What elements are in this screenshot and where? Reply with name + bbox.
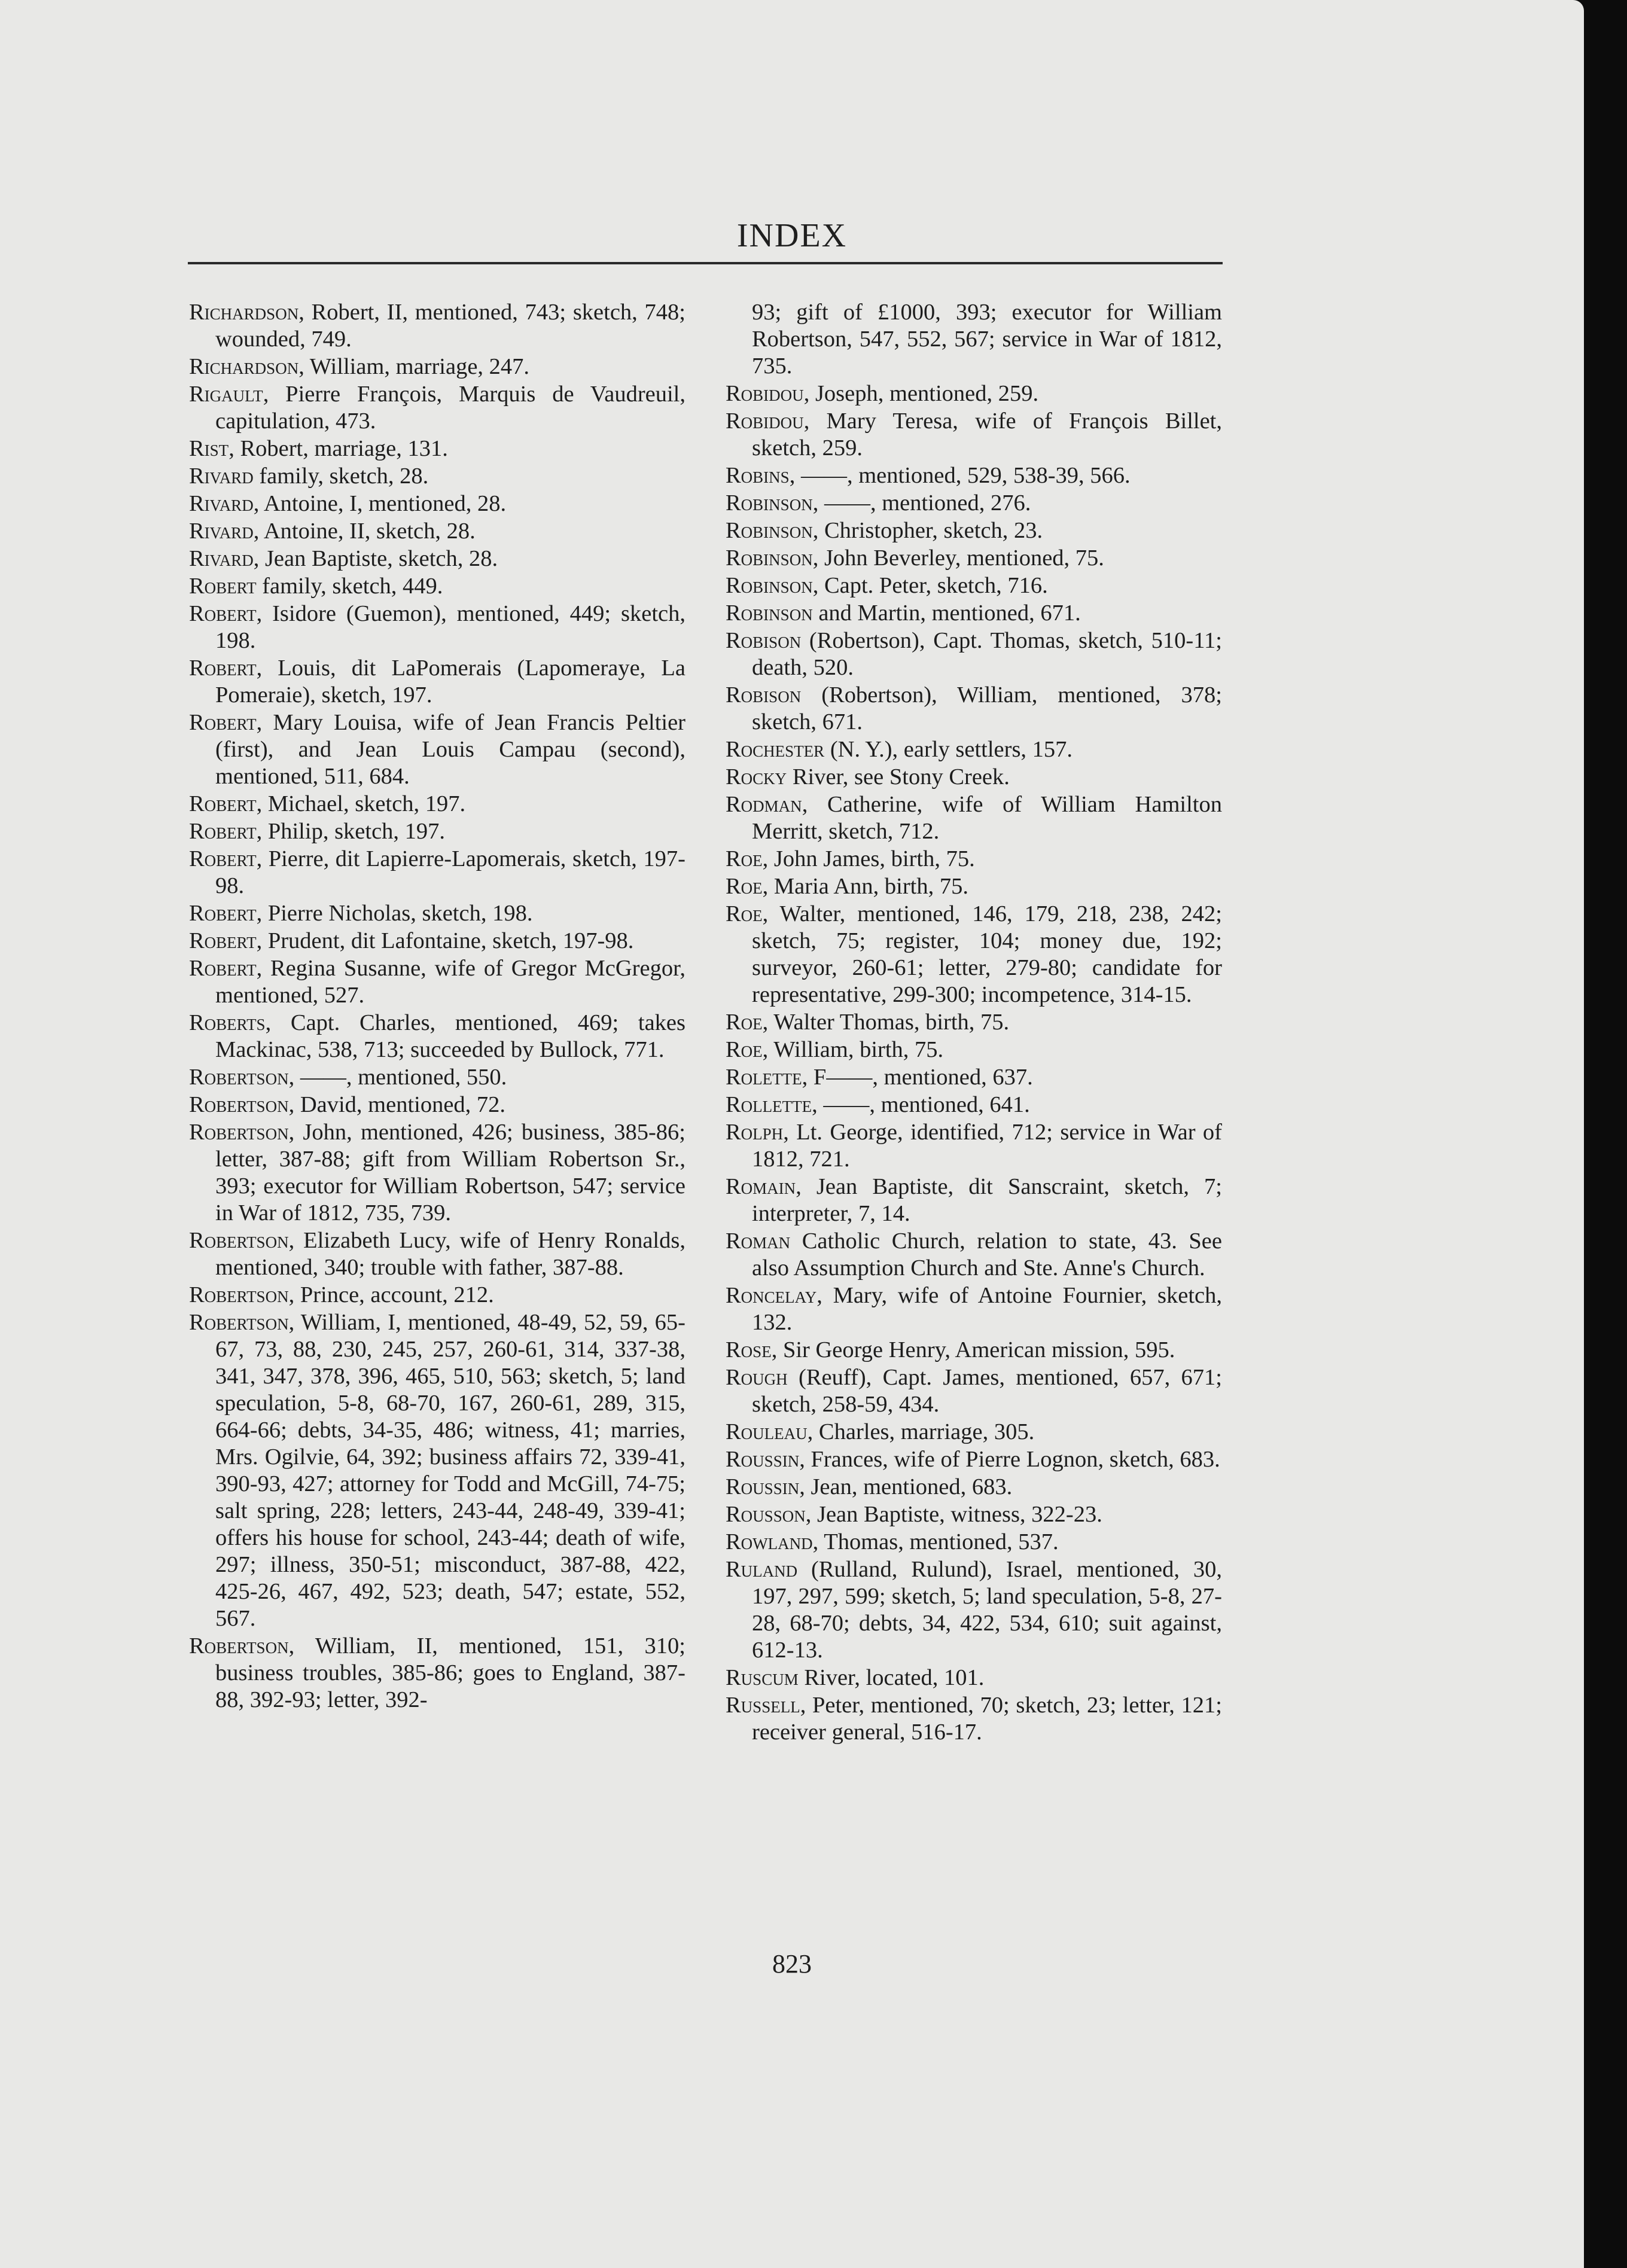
index-entry xyxy=(726,517,1222,544)
index-column-right xyxy=(726,299,1222,1746)
index-entry-heading: Roman xyxy=(726,1228,791,1254)
index-entry xyxy=(726,1501,1222,1528)
index-entry xyxy=(726,1337,1222,1364)
index-entry xyxy=(189,1309,685,1632)
index-entry-heading: Rouleau xyxy=(726,1419,808,1444)
index-entry xyxy=(726,1419,1222,1446)
index-entry xyxy=(189,600,685,654)
index-entry-text: (Reuff), Capt. James, mentioned, 657, 671; sketch, 258-59, 434. xyxy=(752,1365,1222,1417)
index-entry-heading: Rough xyxy=(726,1365,788,1390)
index-entry xyxy=(726,1529,1222,1556)
index-entry-heading: Robert xyxy=(189,791,257,816)
index-entry xyxy=(189,818,685,845)
index-entry-text: , ——, mentioned, 276. xyxy=(812,490,1031,516)
index-entry xyxy=(726,299,1222,380)
index-entry xyxy=(189,545,685,572)
index-entry xyxy=(726,1092,1222,1118)
index-entry-text: , Prudent, dit Lafontaine, sketch, 197-98. xyxy=(256,928,634,953)
index-entry-text: , Antoine, II, sketch, 28. xyxy=(253,519,476,544)
index-entry-heading: Robert xyxy=(189,574,257,599)
index-entry-heading: Romain xyxy=(726,1174,796,1199)
index-entry-text: , William, birth, 75. xyxy=(762,1037,944,1062)
index-entry-text: , Catherine, wife of William Hamilton Merritt, sketch, 712. xyxy=(752,792,1222,844)
index-entry-heading: Rolette xyxy=(726,1065,802,1090)
index-entry xyxy=(189,1282,685,1309)
index-entry xyxy=(189,1227,685,1281)
index-entry-heading: Robertson xyxy=(189,1228,289,1253)
index-entry-text: , Jean Baptiste, witness, 322-23. xyxy=(805,1502,1102,1527)
index-entry xyxy=(189,655,685,709)
index-entry xyxy=(726,462,1222,489)
index-entry xyxy=(726,1692,1222,1746)
index-entry-text: , Pierre Nicholas, sketch, 198. xyxy=(256,901,533,926)
index-entry-heading: Rocky xyxy=(726,764,787,789)
index-entry-heading: Robert xyxy=(189,601,257,626)
index-entry-text: , Robert, marriage, 131. xyxy=(228,436,448,461)
index-entry-heading: Robert xyxy=(189,846,257,871)
index-entry-heading: Robert xyxy=(189,656,257,681)
index-entry xyxy=(189,900,685,927)
index-entry xyxy=(726,408,1222,462)
index-entry-text: family, sketch, 28. xyxy=(253,464,429,489)
index-entry-text: , Michael, sketch, 197. xyxy=(256,791,466,816)
index-entry-heading: Robison xyxy=(726,628,802,653)
index-entry-text: , ——, mentioned, 641. xyxy=(812,1092,1030,1117)
index-entry xyxy=(189,846,685,900)
index-entry-text: , Isidore (Guemon), mentioned, 449; sketch, 198. xyxy=(215,601,685,653)
index-entry-heading: Roe xyxy=(726,1010,763,1035)
index-entry-heading: Rousson xyxy=(726,1502,806,1527)
index-entry xyxy=(189,518,685,545)
index-entry-text: , Christopher, sketch, 23. xyxy=(812,518,1043,543)
index-entry xyxy=(189,928,685,955)
index-entry-text: , Capt. Charles, mentioned, 469; takes Mackinac, 538, 713; succeeded by Bullock, 771. xyxy=(215,1010,685,1062)
index-entry xyxy=(726,1173,1222,1227)
index-entry-heading: Robinson xyxy=(726,573,813,598)
index-entry-text: , Pierre, dit Lapierre-Lapomerais, sketch, 197-98. xyxy=(215,846,685,898)
title-rule xyxy=(188,262,1223,264)
index-entry-text: , Philip, sketch, 197. xyxy=(256,819,446,844)
index-entry-heading: Robidou xyxy=(726,409,804,434)
index-entry-text: , Walter Thomas, birth, 75. xyxy=(762,1010,1010,1035)
index-entry-text: , Sir George Henry, American mission, 595. xyxy=(771,1337,1175,1362)
index-entry xyxy=(726,1064,1222,1091)
index-entry-heading: Robert xyxy=(189,710,257,735)
index-entry xyxy=(189,353,685,380)
index-entry-text: , ——, mentioned, 550. xyxy=(288,1065,507,1090)
index-entry-text: River, located, 101. xyxy=(798,1665,985,1690)
index-entry xyxy=(189,955,685,1009)
index-entry xyxy=(726,572,1222,599)
index-entry xyxy=(726,1119,1222,1173)
index-entry-heading: Russell xyxy=(726,1693,800,1718)
index-entry-heading: Rodman xyxy=(726,792,802,817)
index-entry-text: , David, mentioned, 72. xyxy=(288,1092,506,1117)
index-entry-heading: Rivard xyxy=(189,464,254,489)
index-entry xyxy=(726,1665,1222,1691)
index-entry-text: , Lt. George, identified, 712; service in War of 1812, 721. xyxy=(752,1120,1222,1172)
index-entry-text: , Frances, wife of Pierre Lognon, sketch, 683. xyxy=(799,1447,1220,1472)
index-entry xyxy=(726,380,1222,407)
index-entry xyxy=(726,901,1222,1008)
index-entry-text: , Jean, mentioned, 683. xyxy=(799,1474,1013,1499)
index-entry-text: , William, II, mentioned, 151, 310; business troubles, 385-86; goes to England, 387-88, 392-93; letter, 392- xyxy=(215,1633,685,1712)
index-entry-heading: Robertson xyxy=(189,1120,289,1145)
index-entry-heading: Robinson xyxy=(726,518,813,543)
index-entry-heading: Roe xyxy=(726,1037,763,1062)
index-entry xyxy=(726,1474,1222,1501)
index-entry-heading: Robert xyxy=(189,901,257,926)
index-entry-text: , Louis, dit LaPomerais (Lapomeraye, La Pomeraie), sketch, 197. xyxy=(215,656,685,708)
index-entry-heading: Robert xyxy=(189,956,257,981)
index-entry xyxy=(189,1092,685,1118)
index-entry-heading: Richardson xyxy=(189,354,299,379)
index-entry xyxy=(189,791,685,818)
index-entry xyxy=(726,1228,1222,1282)
index-entry xyxy=(189,573,685,600)
index-entry-text: (Robertson), Capt. Thomas, sketch, 510-11; death, 520. xyxy=(752,628,1222,680)
index-entry-text: family, sketch, 449. xyxy=(256,574,443,599)
index-entry xyxy=(726,1282,1222,1336)
index-entry xyxy=(726,600,1222,627)
index-entry xyxy=(726,736,1222,763)
index-entry-text: , Robert, II, mentioned, 743; sketch, 748; wounded, 749. xyxy=(215,300,685,352)
index-entry-heading: Rochester xyxy=(726,737,825,762)
index-entry-text: , Charles, marriage, 305. xyxy=(807,1419,1035,1444)
index-entry xyxy=(726,627,1222,681)
index-entry-heading: Rose xyxy=(726,1337,772,1362)
index-entry-text: , William, marriage, 247. xyxy=(298,354,530,379)
index-entry-heading: Roncelay xyxy=(726,1283,817,1308)
index-entry xyxy=(189,381,685,435)
index-entry-heading: Roe xyxy=(726,874,763,899)
index-entry-text: , Regina Susanne, wife of Gregor McGregor, mentioned, 527. xyxy=(215,956,685,1008)
index-entry-heading: Rowland xyxy=(726,1529,813,1554)
index-entry-heading: Robertson xyxy=(189,1092,289,1117)
index-entry-heading: Rigault xyxy=(189,382,263,407)
index-entry-text: and Martin, mentioned, 671. xyxy=(812,600,1081,626)
index-entry xyxy=(189,1010,685,1063)
index-entry-heading: Robidou xyxy=(726,381,804,406)
index-entry-heading: Robinson xyxy=(726,600,813,626)
index-entry-text: , Pierre François, Marquis de Vaudreuil, capitulation, 473. xyxy=(215,382,685,434)
index-entry-heading: Ruland xyxy=(726,1557,798,1582)
index-entry-heading: Rivard xyxy=(189,519,254,544)
index-entry-text: , John James, birth, 75. xyxy=(762,846,975,871)
index-entry xyxy=(726,490,1222,517)
index-entry-heading: Robertson xyxy=(189,1065,289,1090)
index-entry-text: , Mary, wife of Antoine Fournier, sketch, 132. xyxy=(752,1283,1222,1335)
index-entry-text: , Walter, mentioned, 146, 179, 218, 238, 242; sketch, 75; register, 104; money due, 192; surveyor, 260-61; letter, 279-80; candidate for representative, 299-300; incompetence, 314-15. xyxy=(752,901,1222,1007)
index-entry-text: , Mary Louisa, wife of Jean Francis Peltier (first), and Jean Louis Campau (second), mentioned, 511, 684. xyxy=(215,710,685,789)
index-column-left xyxy=(189,299,685,1714)
index-entry xyxy=(726,682,1222,736)
index-entry xyxy=(726,1364,1222,1418)
index-entry-text: , Antoine, I, mentioned, 28. xyxy=(253,491,507,516)
index-entry-text: (N. Y.), early settlers, 157. xyxy=(824,737,1073,762)
index-entry-heading: Roe xyxy=(726,846,763,871)
index-entry xyxy=(726,1037,1222,1063)
index-entry-text: , Capt. Peter, sketch, 716. xyxy=(812,573,1048,598)
index-entry xyxy=(189,1633,685,1714)
index-entry xyxy=(189,463,685,490)
index-entry-text: , John Beverley, mentioned, 75. xyxy=(812,545,1104,571)
index-entry-heading: Rivard xyxy=(189,491,254,516)
index-entry xyxy=(726,1446,1222,1473)
index-entry xyxy=(726,846,1222,873)
index-entry-heading: Robertson xyxy=(189,1310,289,1335)
index-entry xyxy=(726,873,1222,900)
index-entry-text: , Maria Ann, birth, 75. xyxy=(762,874,968,899)
index-entry xyxy=(726,791,1222,845)
index-entry-text: , Jean Baptiste, sketch, 28. xyxy=(253,546,498,571)
index-entry-heading: Rolph xyxy=(726,1120,784,1145)
index-entry-text: , Jean Baptiste, dit Sanscraint, sketch, 7; interpreter, 7, 14. xyxy=(752,1174,1222,1226)
index-entry-heading: Rollette xyxy=(726,1092,812,1117)
index-entry xyxy=(189,435,685,462)
index-entry-text: , John, mentioned, 426; business, 385-86; letter, 387-88; gift from William Robertson Sr., 393; executor for William Robertson, 547; service in War of 1812, 735, 739. xyxy=(215,1120,685,1226)
index-entry xyxy=(726,1009,1222,1036)
index-entry xyxy=(189,1064,685,1091)
index-entry xyxy=(189,490,685,517)
index-entry xyxy=(726,764,1222,791)
index-entry-text: , Mary Teresa, wife of François Billet, sketch, 259. xyxy=(752,409,1222,461)
index-entry-text: (Robertson), William, mentioned, 378; sketch, 671. xyxy=(752,682,1222,734)
index-entry xyxy=(189,299,685,353)
index-entry-heading: Robins xyxy=(726,463,790,488)
index-entry-heading: Robertson xyxy=(189,1282,289,1307)
index-entry-text: , F——, mentioned, 637. xyxy=(802,1065,1033,1090)
index-entry xyxy=(726,545,1222,572)
index-entry-text: , ——, mentioned, 529, 538-39, 566. xyxy=(789,463,1131,488)
index-entry-heading: Roussin xyxy=(726,1447,800,1472)
index-entry-text: , Elizabeth Lucy, wife of Henry Ronalds, mentioned, 340; trouble with father, 387-88. xyxy=(215,1228,685,1280)
index-entry xyxy=(189,1119,685,1227)
index-entry-text: , Thomas, mentioned, 537. xyxy=(812,1529,1059,1554)
index-entry-heading: Robinson xyxy=(726,545,813,571)
page-title: INDEX xyxy=(736,217,848,254)
index-entry-heading: Roberts xyxy=(189,1010,266,1035)
index-entry-heading: Richardson xyxy=(189,300,299,325)
index-entry-text: , Prince, account, 212. xyxy=(288,1282,494,1307)
index-entry-heading: Roussin xyxy=(726,1474,800,1499)
index-entry-text: (Rulland, Rulund), Israel, mentioned, 30, 197, 297, 599; sketch, 5; land speculation, 5-8, 27-28, 68-70; debts, 34, 422, 534, 610; suit against, 612-13. xyxy=(752,1557,1222,1663)
index-entry-text: 93; gift of £1000, 393; executor for William Robertson, 547, 552, 567; service in War of 1812, 735. xyxy=(752,300,1222,379)
index-entry xyxy=(189,709,685,790)
page-number: 823 xyxy=(772,1949,812,1979)
index-entry-heading: Robert xyxy=(189,928,257,953)
index-entry-heading: Robison xyxy=(726,682,802,708)
index-entry-heading: Robinson xyxy=(726,490,813,516)
index-entry-heading: Robertson xyxy=(189,1633,289,1659)
index-entry-text: River, see Stony Creek. xyxy=(787,764,1010,789)
index-entry-text: , Joseph, mentioned, 259. xyxy=(803,381,1039,406)
index-entry-heading: Roe xyxy=(726,901,763,926)
index-entry-text: Catholic Church, relation to state, 43. See also Assumption Church and Ste. Anne's Church. xyxy=(752,1228,1222,1281)
index-entry-heading: Ruscum xyxy=(726,1665,799,1690)
index-entry-text: , Peter, mentioned, 70; sketch, 23; letter, 121; receiver general, 516-17. xyxy=(752,1693,1222,1745)
index-entry-heading: Robert xyxy=(189,819,257,844)
index-entry xyxy=(726,1556,1222,1664)
index-entry-heading: Rist xyxy=(189,436,229,461)
index-entry-text: , William, I, mentioned, 48-49, 52, 59, 65-67, 73, 88, 230, 245, 257, 260-61, 314, 337-38, 341, 347, 378, 396, 465, 510, 563; sketch, 5; land speculation, 5-8, 68-70, 167, 260-61, 289, 315, 664-66; debts, 34-35, 486; witness, 41; marries, Mrs. Ogilvie, 64, 392; business affairs 72, 339-41, 390-93, 427; attorney for Todd and McGill, 74-75; salt spring, 228; letters, 243-44, 248-49, 339-41; offers his house for school, 243-44; death of wife, 297; illness, 350-51; misconduct, 387-88, 422, 425-26, 467, 492, 523; death, 547; estate, 552, 567. xyxy=(215,1310,685,1631)
index-entry-heading: Rivard xyxy=(189,546,254,571)
